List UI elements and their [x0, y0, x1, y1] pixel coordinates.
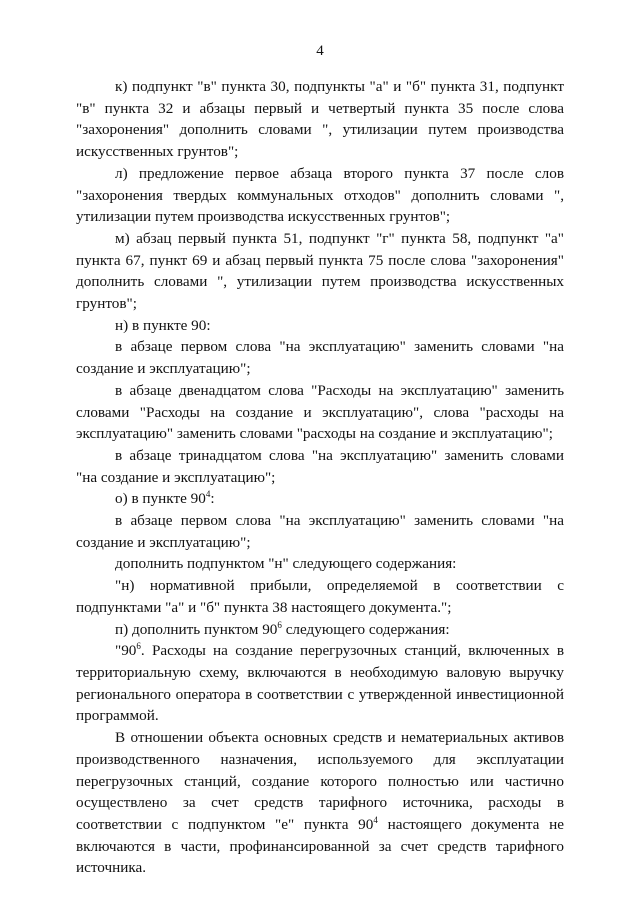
paragraph-n-3: в абзаце тринадцатом слова "на эксплуатацию" заменить словами "на создание и эксплуатацию"; [76, 446, 564, 486]
paragraph-p-2-pre: В отношении объекта основных средств и нематериальных активов производственного назначения, используемого для эксплуатации перегрузочных станций, создание которого полностью или частично осуществлено за счет средств тарифного источника, расходы в соответствии с подпунктом "е" пункта 90 [76, 729, 564, 833]
paragraph-o-3: "н) нормативной прибыли, определяемой в соответствии с подпунктами "а" и "б" пункта 38 настоящего документа."; [76, 577, 564, 616]
paragraph-p-1-sup: 6 [136, 641, 141, 652]
paragraph-m: м) абзац первый пункта 51, подпункт "г" пункта 58, подпункт "а" пункта 67, пункт 69 и абзац первый пункта 75 после слова "захоронения" дополнить словами ", утилизации путем производства искусственных грунтов"; [76, 229, 564, 313]
paragraph-n-2: в абзаце двенадцатом слова "Расходы на эксплуатацию" заменить словами "Расходы на создание и эксплуатацию", слова "расходы на эксплуатацию" заменить словами "расходы на создание и эксплуатацию"; [76, 381, 564, 443]
paragraph-n-1: в абзаце первом слова "на эксплуатацию" заменить словами "на создание и эксплуатацию"; [76, 338, 564, 378]
paragraph-p-pre: п) дополнить пунктом 90 [115, 620, 278, 638]
paragraph-p-sup: 6 [277, 619, 282, 630]
paragraph-p-post: следующего содержания: [281, 620, 450, 638]
document-body [76, 76, 564, 879]
paragraph-o-sup: 4 [205, 489, 211, 500]
paragraph-k: к) подпункт "в" пункта 30, подпункты "а" и "б" пункта 31, подпункт "в" пункта 32 и абзацы первый и четвертый пункта 35 после слова "захоронения" дополнить словами ", утилизации путем производства искусственных грунтов"; [76, 78, 564, 161]
paragraph-p-2 [76, 727, 564, 879]
paragraph-l: л) предложение первое абзаца второго пункта 37 после слов "захоронения твердых коммунальных отходов" дополнить словами ", утилизации путем производства искусственных грунтов"; [76, 164, 564, 226]
paragraph-p-1-pre: "90 [115, 642, 137, 660]
paragraph-p-1-post: . Расходы на создание перегрузочных станций, включенных в территориальную схему, включаются в необходимую валовую выручку регионального оператора в соответствии с утвержденной инвестиционной программой. [76, 642, 564, 725]
paragraph-p-1 [76, 640, 564, 727]
paragraph-p-2-sup: 4 [373, 814, 378, 825]
paragraph-o [76, 488, 564, 510]
paragraph-o-post: : [210, 490, 215, 508]
paragraph-n: н) в пункте 90: [115, 316, 211, 334]
paragraph-p-2-post: настоящего документа не включаются в части, профинансированной за счет средств тарифного источника. [76, 815, 564, 877]
paragraph-p [76, 619, 564, 641]
paragraph-o-1: в абзаце первом слова "на эксплуатацию" заменить словами "на создание и эксплуатацию"; [76, 512, 564, 551]
paragraph-o-pre: о) в пункте 90 [115, 490, 206, 508]
paragraph-o-2: дополнить подпунктом "н" следующего содержания: [115, 555, 457, 573]
page-number: 4 [316, 43, 324, 59]
